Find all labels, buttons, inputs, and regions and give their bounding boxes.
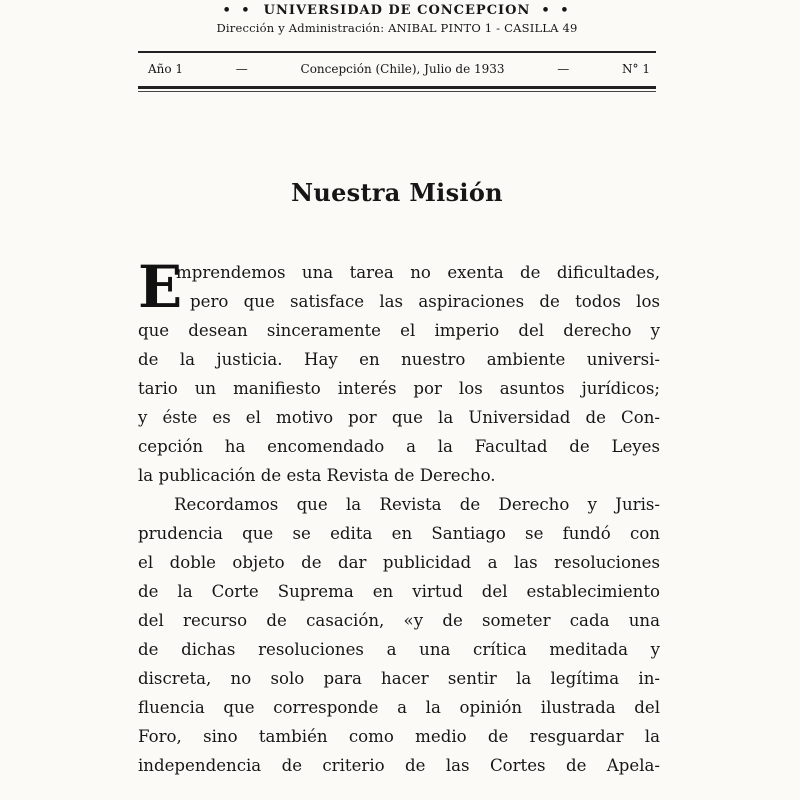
text-line: prudencia que se edita en Santiago se fundó con — [138, 524, 660, 543]
text-line: independencia de criterio de las Cortes de Apela- — [138, 756, 660, 775]
article-title: Nuestra Misión — [291, 178, 503, 207]
text-line: cepción ha encomendado a la Facultad de Leyes — [138, 437, 660, 456]
text-line: tario un manifiesto interés por los asuntos jurídicos; — [138, 379, 660, 398]
text-line: discreta, no solo para hacer sentir la legítima in- — [138, 669, 660, 688]
ornament-dots-left: • • — [222, 3, 253, 18]
text-line: de la Corte Suprema en virtud del establecimiento — [138, 582, 660, 601]
issue-year: Año 1 — [148, 62, 184, 76]
issue-line — [148, 58, 650, 80]
text-line: mprendemos una tarea no exenta de dificultades, — [176, 263, 660, 282]
top-rule — [138, 51, 656, 53]
text-line: la publicación de esta Revista de Derecho. — [138, 466, 496, 485]
separator-dash: — — [235, 62, 248, 76]
bottom-rule-thin — [138, 91, 656, 92]
text-line: fluencia que corresponde a la opinión ilustrada del — [138, 698, 660, 717]
text-line: del recurso de casación, «y de someter cada una — [138, 611, 660, 630]
text-line: Foro, sino también como medio de resguardar la — [138, 727, 660, 746]
text-line: de la justicia. Hay en nuestro ambiente universi- — [138, 350, 660, 369]
text-line: Recordamos que la Revista de Derecho y Juris- — [174, 495, 660, 514]
drop-cap: E — [138, 253, 183, 321]
masthead — [138, 2, 656, 76]
issue-place-date: Concepción (Chile), Julio de 1933 — [300, 62, 505, 76]
first-paragraph — [138, 253, 660, 321]
text-line: pero que satisface las aspiraciones de todos los — [190, 292, 660, 311]
bottom-rule — [138, 86, 656, 89]
article-body — [138, 253, 660, 780]
separator-dash: — — [557, 62, 570, 76]
issue-number: N° 1 — [622, 62, 650, 76]
text-line: y éste es el motivo por que la Universidad de Con- — [138, 408, 660, 427]
university-line — [138, 2, 656, 20]
ornament-dots-right: • • — [541, 3, 572, 18]
text-line: el doble objeto de dar publicidad a las resoluciones — [138, 553, 660, 572]
address-line: Dirección y Administración: ANIBAL PINTO 1 - CASILLA 49 — [216, 21, 578, 35]
text-line: de dichas resoluciones a una crítica meditada y — [138, 640, 660, 659]
text-line: que desean sinceramente el imperio del derecho y — [138, 321, 660, 340]
university-name: UNIVERSIDAD DE CONCEPCION — [263, 3, 531, 18]
